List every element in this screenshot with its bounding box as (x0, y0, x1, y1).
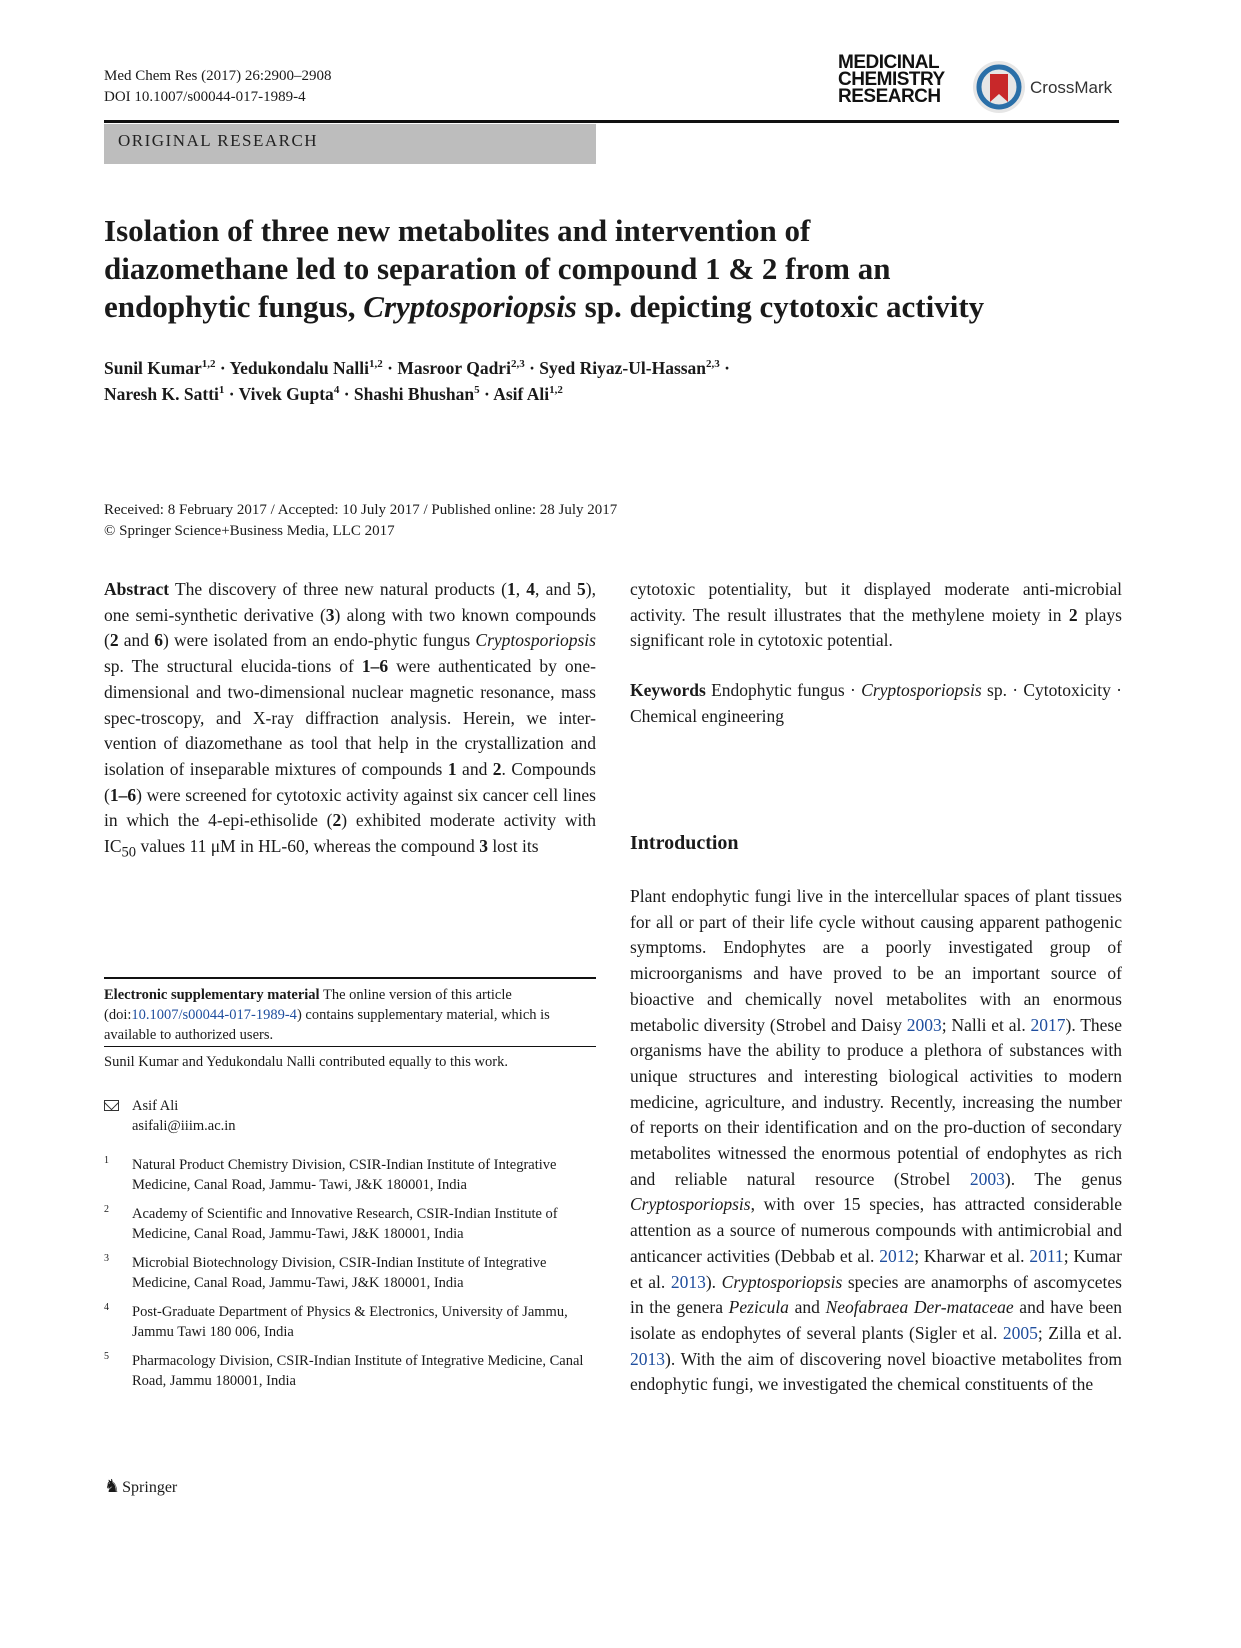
journal-logo (838, 54, 948, 105)
affiliation: 2 Academy of Scientific and Innovative Research, CSIR-Indian Institute of Medicine, Canal Road, Jammu-Tawi, J&K 180001, India (104, 1204, 558, 1242)
keywords-label: Keywords (630, 680, 706, 701)
footnote-rule (104, 1046, 596, 1047)
copyright-line: © Springer Science+Business Media, LLC 2017 (104, 523, 395, 539)
logo-line: MEDICINAL (838, 52, 940, 73)
citation-link[interactable]: 2017 (1030, 1014, 1066, 1035)
title-text: endophytic fungus, (104, 289, 364, 324)
doi-line: DOI 10.1007/s00044-017-1989-4 (104, 89, 306, 105)
citation-link[interactable]: 2013 (670, 1271, 706, 1292)
author-line: Sunil Kumar$^{1,2}$ · Yedukondalu Nalli$^{1,2}$ · Masroor Qadri$^{2,3}$ · Syed Riyaz-Ul-Hassan$^{2,3}$ · (104, 358, 731, 378)
introduction-text: Plant endophytic fungi live in the intercellular spaces of plant tissues for all or part of their life cycle without causing apparent pathogenic symptoms. Endophytes are a poorly investigated group of microorganisms and have proved to be an important source of bioactive and chemically novel metabolites with an enormous metabolic diversity (Strobel and Daisy 2003; Nalli et al. 2017). These organisms have the ability to produce a plethora of substances with unique structures and interesting biological activities to modern medicine, agriculture, and industry. Recently, increasing the number of reports on their identification and on the pro-duction of secondary metabolites witnessed the enormous potential of endophytes as rich and reliable natural resource (Strobel 2003). The genus Cryptosporiopsis, with over 15 species, has attracted considerable attention as a source of numerous compounds with antimicrobial and anticancer activities (Debbab et al. 2012; Kharwar et al. 2011; Kumar et al. 2013). Cryptosporiopsis species are anamorphs of ascomycetes in the genera Pezicula and Neofabraea Der-mataceae and have been isolate as endophytes of several plants (Sigler et al. 2005; Zilla et al. 2013). With the aim of discovering novel bioactive metabolites from endophytic fungi, we investigated the chemical constituents of the (630, 886, 1123, 1395)
citation-link[interactable]: 2011 (1029, 1245, 1064, 1266)
dates-line: Received: 8 February 2017 / Accepted: 10 July 2017 / Published online: 28 July 2017 (104, 502, 618, 518)
author-list (104, 355, 1104, 407)
envelope-icon (104, 1100, 119, 1111)
citation-link[interactable]: 2003 (969, 1168, 1005, 1189)
author[interactable]: Sunil Kumar$^{1,2}$ (104, 358, 216, 378)
title-line: Isolation of three new metabolites and intervention of (104, 213, 811, 248)
affiliations (104, 1155, 596, 1400)
citation-link[interactable]: 2003 (906, 1014, 942, 1035)
abstract-column (104, 577, 596, 866)
publisher-footer (104, 1476, 177, 1497)
author[interactable]: Shashi Bhushan$^5$ (353, 384, 480, 404)
logo-line: RESEARCH (838, 86, 941, 107)
affiliation: 1 Natural Product Chemistry Division, CSIR-Indian Institute of Integrative Medicine, Canal Road, Jammu- Tawi, J&K 180001, India (104, 1155, 557, 1193)
author[interactable]: Asif Ali$^{1,2}$ (493, 384, 563, 404)
corresponding-email[interactable]: asifali@iiim.ac.in (132, 1118, 236, 1134)
supplementary-label: Electronic supplementary material (104, 987, 320, 1003)
crossmark-label[interactable]: CrossMark (1030, 78, 1113, 97)
introduction-heading: Introduction (630, 832, 739, 854)
journal-line: Med Chem Res (2017) 26:2900–2908 (104, 68, 332, 84)
author[interactable]: Syed Riyaz-Ul-Hassan$^{2,3}$ (539, 358, 720, 378)
article-dates (104, 500, 1004, 542)
publisher-name: Springer (122, 1479, 178, 1496)
citation-link[interactable]: 2012 (879, 1245, 915, 1266)
affiliation: 3 Microbial Biotechnology Division, CSIR-Indian Institute of Integrative Medicine, Canal Road, Jammu-Tawi, J&K 180001, India (104, 1253, 547, 1291)
doi-link[interactable]: 10.1007/s00044-017-1989-4 (131, 1007, 297, 1023)
supplementary-note: Electronic supplementary material The online version of this article (doi:10.1007/s00044-017-1989-4) contains supplementary material, which is available to authorized users. (104, 987, 550, 1043)
affiliation: 4 Post-Graduate Department of Physics & Electronics, University of Jammu, Jammu Tawi 180 006, India (104, 1302, 568, 1340)
title-line (104, 288, 1104, 326)
abstract-label: Abstract (104, 579, 170, 599)
author[interactable]: Masroor Qadri$^{2,3}$ (397, 358, 525, 378)
citation-link[interactable]: 2013 (630, 1348, 665, 1369)
logo-line: CHEMISTRY (838, 69, 945, 90)
abstract-continuation (630, 577, 1122, 730)
title-text: sp. depicting cytotoxic activity (576, 289, 985, 324)
corresponding-author (104, 1096, 596, 1136)
keywords: Keywords Endophytic fungus · Cryptosporiopsis sp. · Cytotoxicity · Chemical engineering (630, 680, 1122, 726)
abstract-text: Abstract The discovery of three new natural products (1, 4, and 5), one semi-synthetic derivative (3) along with two known compounds (2 and 6) were isolated from an endo-phytic fungus Cryptosporiopsis sp. The structural elucida-tions of 1–6 were authenticated by one-dimensional and two-dimensional nuclear magnetic resonance, mass spec-troscopy, and X-ray diffraction analysis. Herein, we inter-vention of diazomethane as tool that help in the crystallization and isolation of inseparable mixtures of compounds 1 and 2. Compounds (1–6) were screened for cytotoxic activity against six cancer cell lines in which the 4-epi-ethisolide (2) exhibited moderate activity with $IC_{50}$ values 11 μM in HL-60, whereas the compound 3 lost its (104, 579, 597, 861)
title-line: diazomethane led to separation of compound 1 & 2 from an (104, 251, 891, 286)
title-genus: Cryptosporiopsis (363, 289, 577, 324)
section-label: ORIGINAL RESEARCH (118, 131, 319, 150)
journal-citation (104, 66, 331, 108)
author-line: Naresh K. Satti$^1$ · Vivek Gupta$^4$ · Shashi Bhushan$^5$ · Asif Ali$^{1,2}$ (104, 384, 563, 404)
abstract-text: cytotoxic potentiality, but it displayed moderate anti-microbial activity. The result illustrates that the methylene moiety in 2 plays significant role in cytotoxic potential. (630, 579, 1122, 651)
header-rule (104, 120, 1119, 123)
footnote-rule (104, 977, 596, 979)
springer-horse-icon: ♞ (104, 1476, 121, 1496)
introduction-body (630, 884, 1122, 1398)
affiliation: 5 Pharmacology Division, CSIR-Indian Institute of Integrative Medicine, Canal Road, Jammu 180001, India (104, 1351, 584, 1389)
author[interactable]: Naresh K. Satti$^1$ (104, 384, 225, 404)
contribution-note: Sunil Kumar and Yedukondalu Nalli contributed equally to this work. (104, 1054, 508, 1070)
citation-link[interactable]: 2005 (1002, 1322, 1038, 1343)
article-title (104, 212, 1104, 326)
crossmark-icon[interactable] (972, 60, 1026, 114)
corresponding-name: Asif Ali (132, 1098, 179, 1114)
author[interactable]: Vivek Gupta$^4$ (238, 384, 340, 404)
author[interactable]: Yedukondalu Nalli$^{1,2}$ (229, 358, 383, 378)
